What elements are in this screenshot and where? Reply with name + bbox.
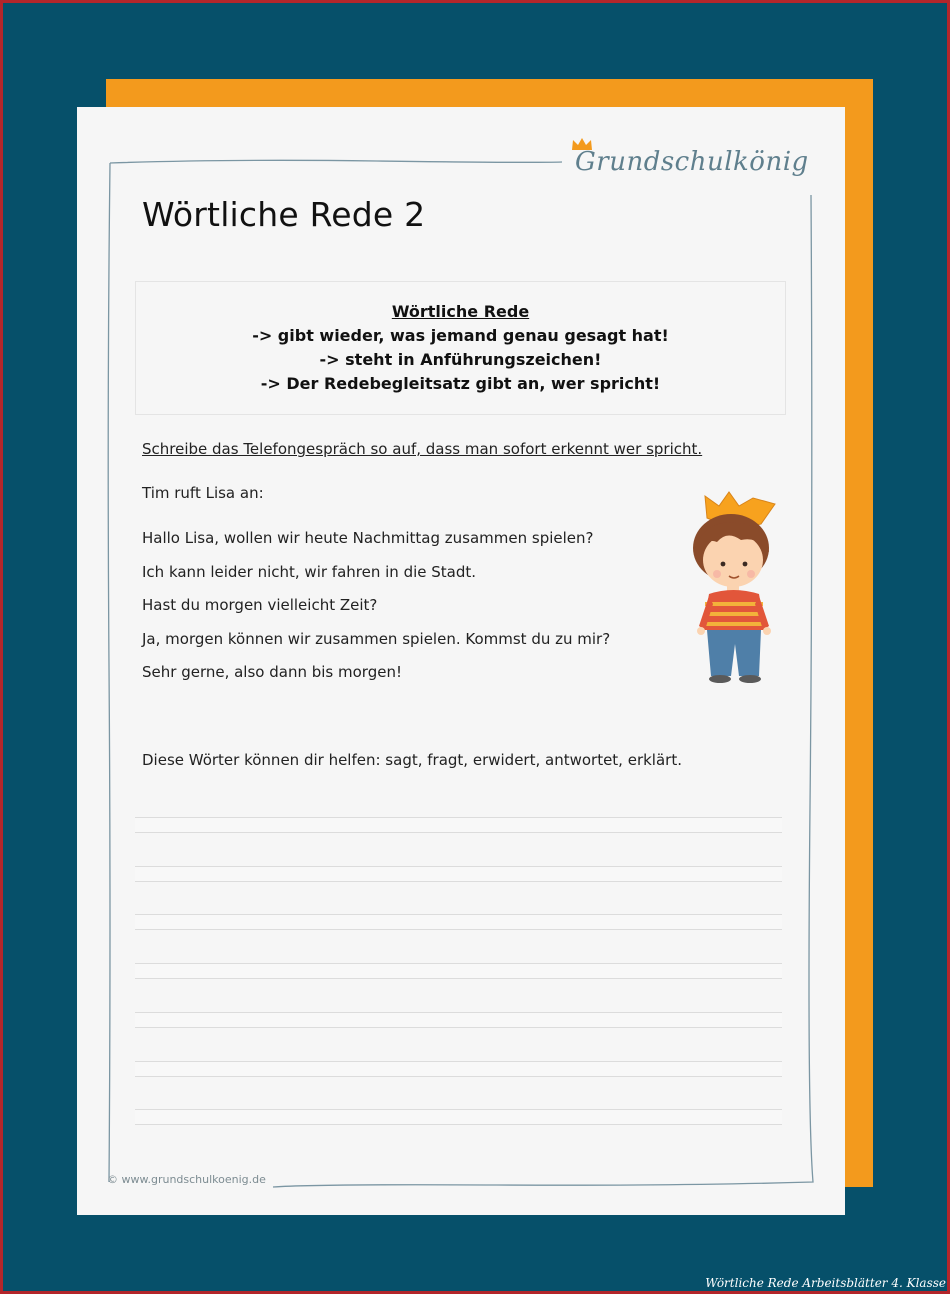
writing-line[interactable] bbox=[135, 817, 782, 833]
task-instruction: Schreibe das Telefongespräch so auf, dass man sofort erkennt wer spricht. bbox=[142, 440, 703, 458]
info-box-heading: Wörtliche Rede bbox=[391, 302, 530, 321]
writing-line[interactable] bbox=[135, 963, 782, 979]
footer-url: © www.grundschulkoenig.de bbox=[107, 1173, 266, 1186]
info-box-line: -> Der Redebegleitsatz gibt an, wer spricht! bbox=[260, 374, 661, 393]
writing-line[interactable] bbox=[135, 1061, 782, 1077]
writing-line[interactable] bbox=[135, 866, 782, 882]
dialog-line: Sehr gerne, also dann bis morgen! bbox=[142, 663, 402, 681]
writing-line[interactable] bbox=[135, 1012, 782, 1028]
dialog-line: Hast du morgen vielleicht Zeit? bbox=[142, 596, 378, 614]
logo-text: Grundschulkönig bbox=[575, 147, 809, 177]
worksheet-page bbox=[77, 107, 845, 1215]
boy-with-crown-illustration bbox=[687, 490, 783, 685]
helper-words: Diese Wörter können dir helfen: sagt, fragt, erwidert, antwortet, erklärt. bbox=[142, 751, 682, 769]
dialog-line: Hallo Lisa, wollen wir heute Nachmittag zusammen spielen? bbox=[142, 529, 594, 547]
image-caption: Wörtliche Rede Arbeitsblätter 4. Klasse bbox=[705, 1276, 946, 1290]
writing-line[interactable] bbox=[135, 914, 782, 930]
info-box bbox=[135, 281, 786, 415]
writing-line[interactable] bbox=[135, 1109, 782, 1125]
info-box-line: -> gibt wieder, was jemand genau gesagt hat! bbox=[252, 326, 669, 345]
dialog-line: Ja, morgen können wir zusammen spielen. Kommst du zu mir? bbox=[142, 629, 611, 648]
dialog-line: Ich kann leider nicht, wir fahren in die Stadt. bbox=[142, 562, 477, 581]
logo bbox=[571, 143, 821, 183]
dialog bbox=[142, 528, 610, 696]
page-title: Wörtliche Rede 2 bbox=[142, 195, 426, 234]
dialog-intro: Tim ruft Lisa an: bbox=[142, 484, 264, 502]
info-box-line: -> steht in Anführungszeichen! bbox=[319, 350, 602, 369]
